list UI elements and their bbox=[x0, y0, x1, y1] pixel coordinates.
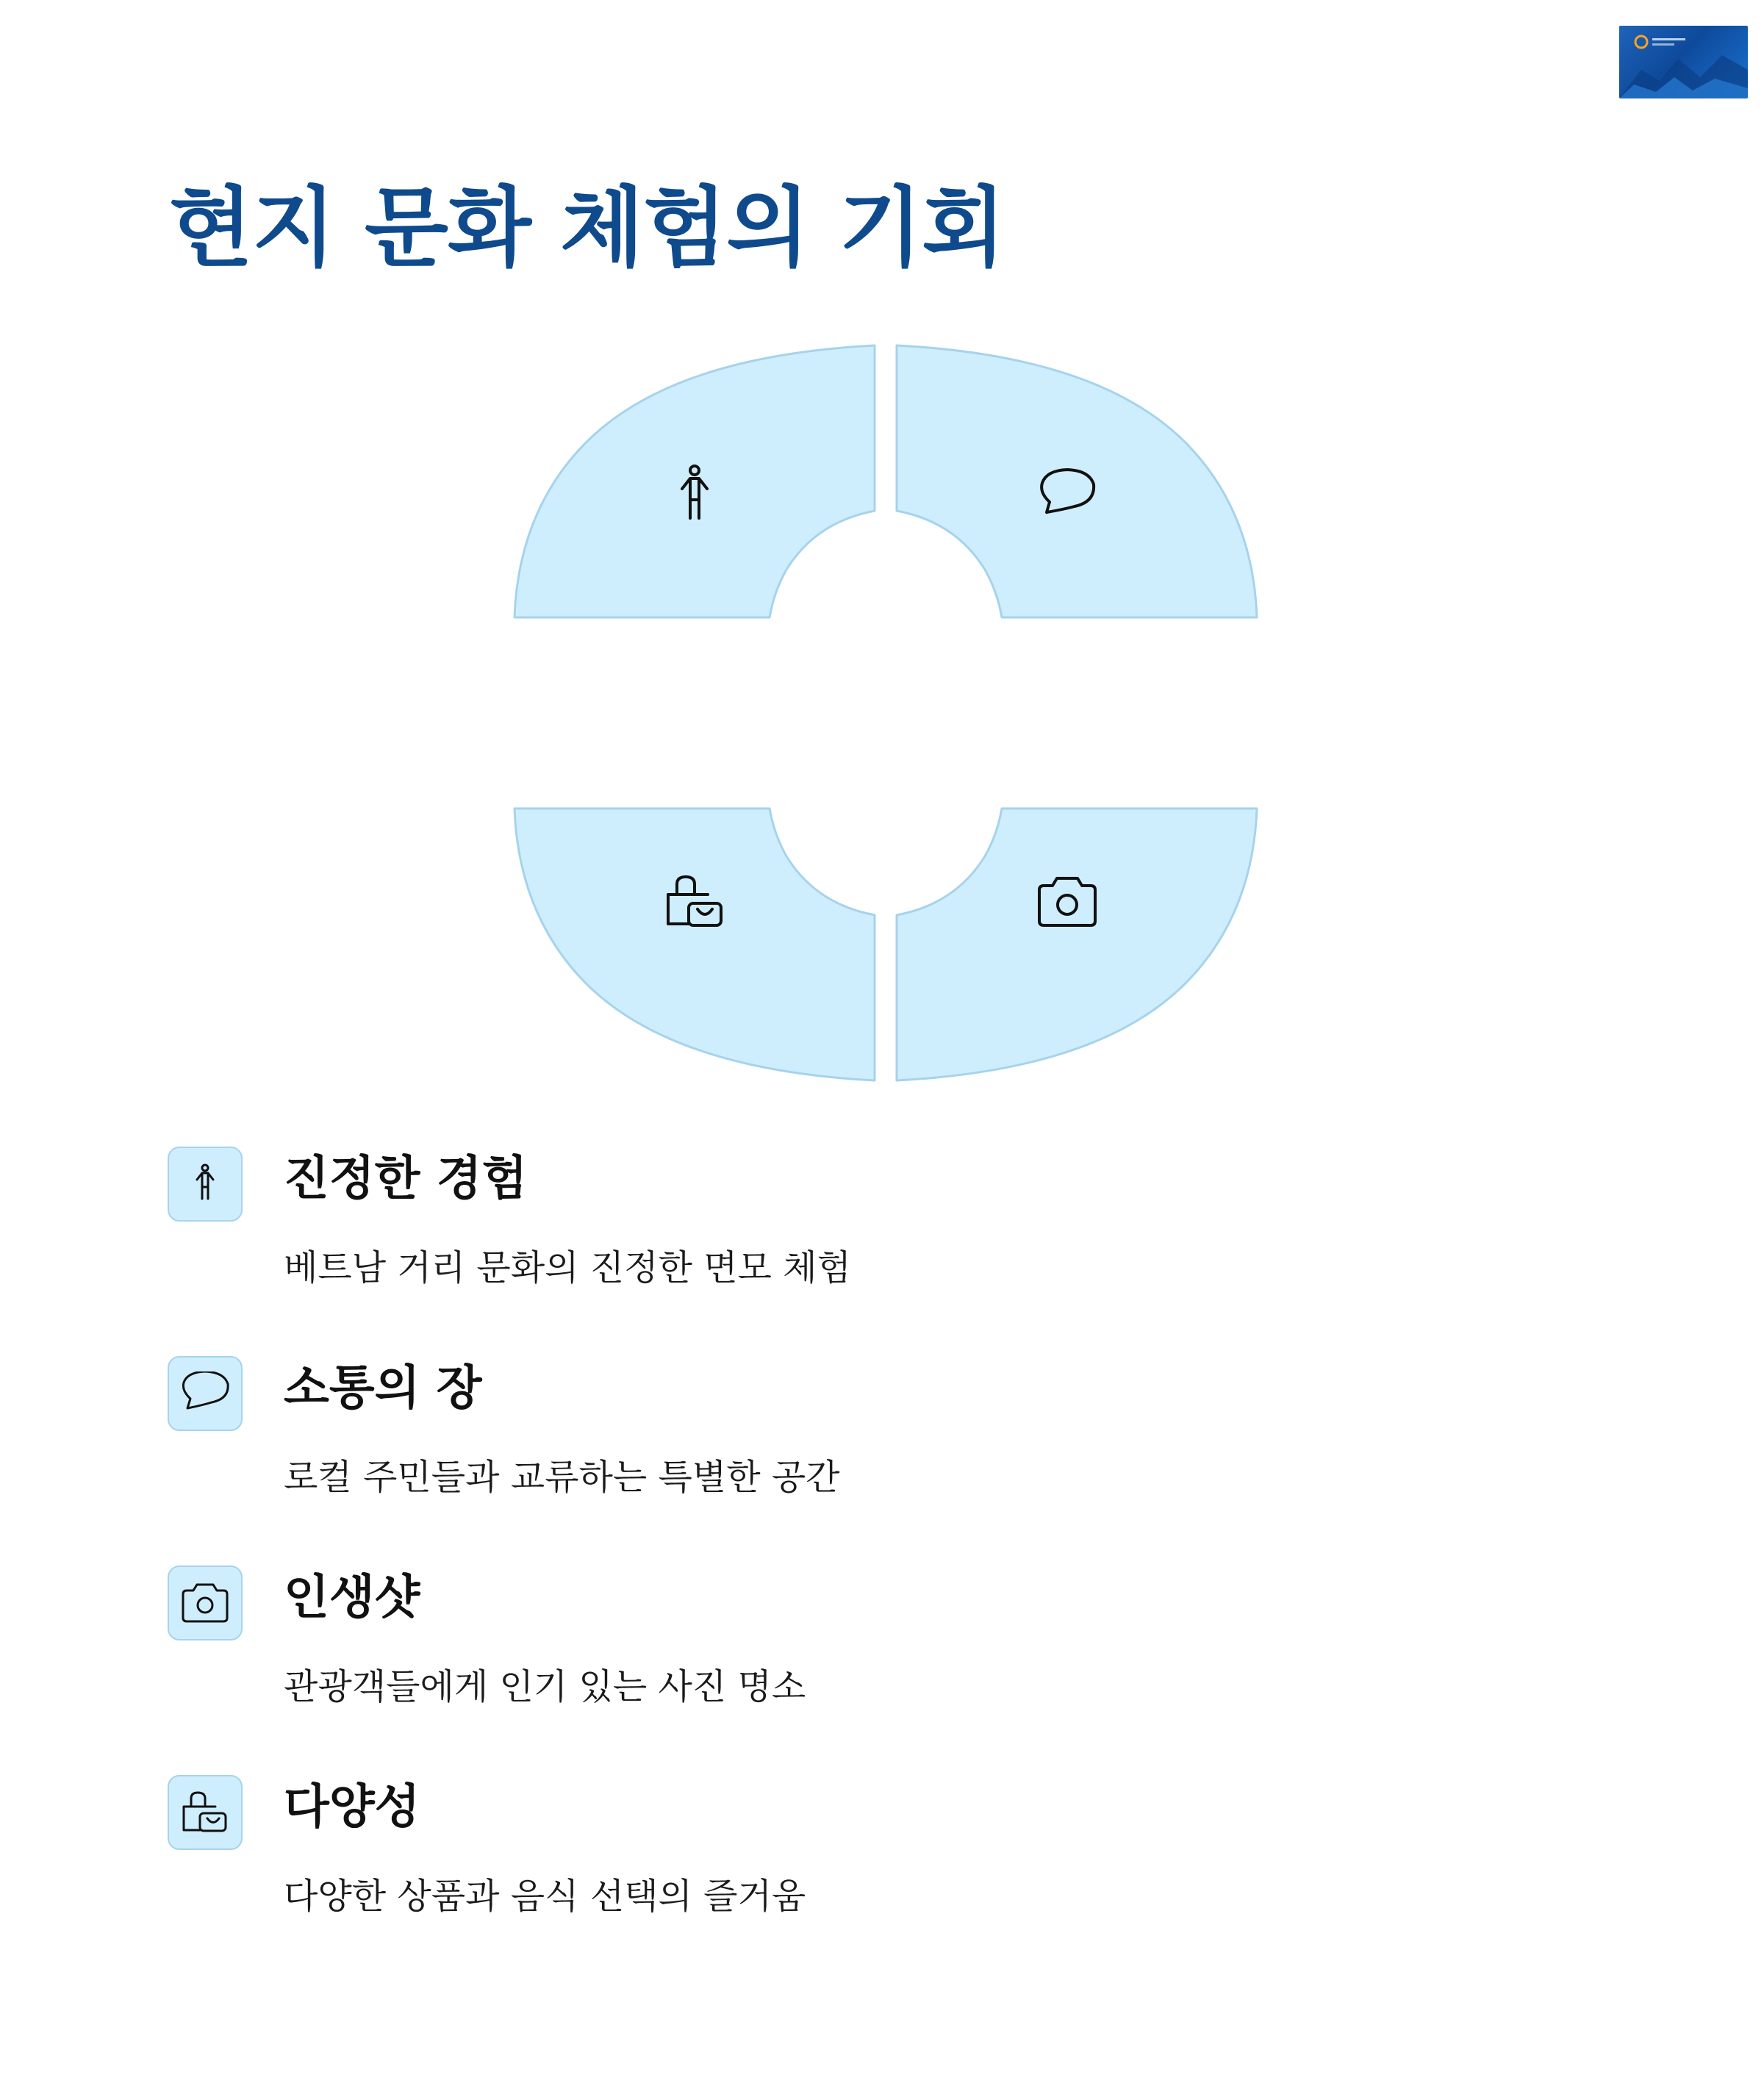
list-item bbox=[168, 1775, 1638, 1984]
camera-icon bbox=[179, 1581, 231, 1625]
person-icon-tile bbox=[168, 1147, 243, 1222]
item-title: 소통의 장 bbox=[284, 1361, 482, 1416]
list-item bbox=[168, 1356, 1638, 1566]
item-description: 베트남 거리 문화의 진정한 면모 체험 bbox=[284, 1247, 851, 1288]
item-description: 다양한 상품과 음식 선택의 즐거움 bbox=[284, 1876, 806, 1917]
speech-bubble-icon-tile bbox=[168, 1356, 243, 1431]
list-item bbox=[168, 1147, 1638, 1356]
list-item bbox=[168, 1566, 1638, 1775]
segment-bottom-right bbox=[897, 808, 1257, 1080]
item-title: 인생샷 bbox=[284, 1571, 420, 1625]
segment-bottom-left bbox=[514, 808, 875, 1080]
quadrant-donut-diagram bbox=[507, 334, 1264, 1091]
item-description: 로컬 주민들과 교류하는 특별한 공간 bbox=[284, 1457, 840, 1498]
feature-list bbox=[168, 1147, 1638, 1984]
person-icon bbox=[183, 1162, 227, 1206]
page-title: 현지 문화 체험의 기회 bbox=[169, 177, 1005, 279]
shopping-bags-icon bbox=[179, 1790, 231, 1835]
segment-top-left bbox=[514, 345, 875, 617]
item-description: 관광객들에게 인기 있는 사진 명소 bbox=[284, 1666, 806, 1707]
item-title: 다양성 bbox=[284, 1780, 420, 1835]
speech-bubble-icon bbox=[179, 1371, 231, 1416]
camera-icon-tile bbox=[168, 1566, 243, 1640]
shopping-bags-icon-tile bbox=[168, 1775, 243, 1850]
item-title: 진정한 경험 bbox=[284, 1152, 528, 1206]
segment-top-right bbox=[897, 345, 1257, 617]
logo bbox=[1619, 26, 1748, 98]
